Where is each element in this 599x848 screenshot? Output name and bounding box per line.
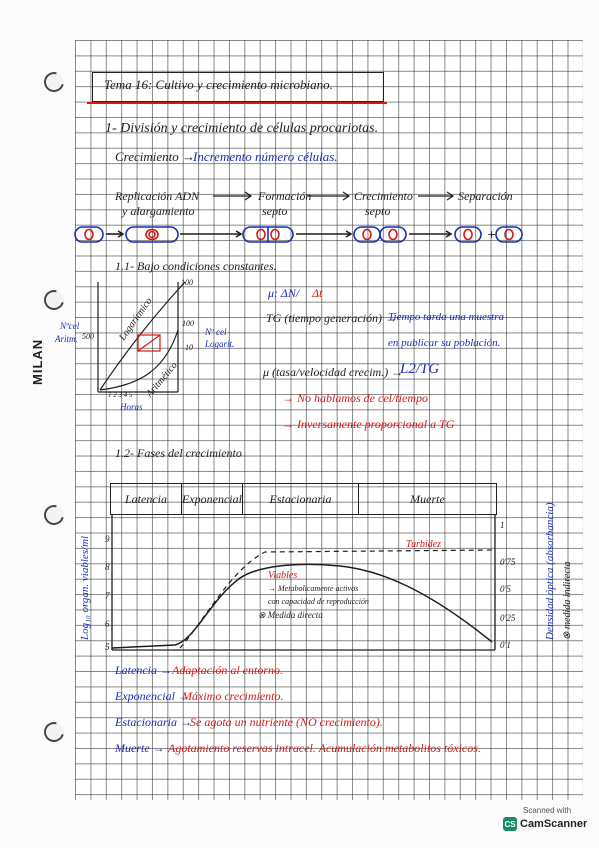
section-1-1-heading: 1.1- Bajo condiciones constantes. xyxy=(115,259,277,273)
phase-death: Muerte xyxy=(410,491,445,506)
delta-t: Δt xyxy=(312,286,323,300)
cell-sequence xyxy=(75,227,522,242)
phase-latency: Latencia xyxy=(111,484,182,514)
g2-tick-6: 6 xyxy=(105,619,110,629)
g2-ylabel-right: Densidad óptica (absorbancia) xyxy=(544,502,556,640)
graph1 xyxy=(98,282,185,392)
growth-definition: Incremento número células. xyxy=(193,149,338,164)
growth-term: Crecimiento → xyxy=(115,149,196,164)
camscanner-watermark xyxy=(503,806,591,840)
section-1-2-heading: 1.2- Fases del crecimiento xyxy=(115,446,242,460)
scanner-caption: Scanned with xyxy=(522,806,572,815)
viable-label: Viables xyxy=(268,570,298,581)
g1-tick-right-100: 100 xyxy=(182,319,194,328)
summary-stat-term: Estacionaria → xyxy=(115,715,192,729)
mu-term: μ (tasa/velocidad crecim.) → xyxy=(263,365,404,379)
tg-term: TG (tiempo generación) → xyxy=(266,311,397,325)
g2-ylabel-left: Log₁₀ organ. viables/ml xyxy=(79,535,91,640)
g2-rtick-025: 0'25 xyxy=(500,613,516,623)
summary-exp-term: Exponencial → xyxy=(115,689,190,703)
mu-note-1: → No hablamos de cel/tiempo xyxy=(282,391,428,405)
g2-rtick-035: 0'75 xyxy=(500,557,516,567)
step-elongation: y alargamiento xyxy=(122,204,195,218)
notebook-brand: MILAN xyxy=(30,338,45,385)
g1-tick-x: 1 2 3 4 5 xyxy=(108,391,133,399)
g2-tick-9: 9 xyxy=(105,534,110,544)
summary-stat-desc: Se agota un nutriente (NO crecimiento). xyxy=(190,715,383,729)
g1-tick-right-10: 10 xyxy=(185,343,193,352)
summary-latency-desc: Adaptación al entorno. xyxy=(172,663,283,677)
step-separation: Separación xyxy=(458,189,513,203)
tg-definition-2: en publicar su población. xyxy=(388,337,501,349)
step-septum-label-2: septo xyxy=(365,204,391,218)
g2-rtick-01: 0'1 xyxy=(500,640,511,650)
viable-note-3: ⊗ Medida directa xyxy=(258,610,323,620)
phase-stationary: Estacionaria xyxy=(243,484,359,514)
step-replication: Replicación ADN xyxy=(115,189,200,203)
g1-tick-left-500: 500 xyxy=(82,332,94,341)
phase-exponential: Exponencial xyxy=(182,484,243,514)
step-septum-label: septo xyxy=(262,204,288,218)
g2-ylabel-note: ⊗ medida indirecta xyxy=(562,561,573,640)
scanner-name: CamScanner xyxy=(520,818,588,830)
curve-label-log: Logarítmico xyxy=(117,295,155,343)
step-septum-formation: Formación xyxy=(258,189,312,203)
camscanner-logo-icon: CS xyxy=(503,817,517,831)
graph2 xyxy=(112,515,495,650)
turbidity-label: Turbidez xyxy=(406,539,442,550)
ylabel-left-1: Nºcel xyxy=(60,321,80,331)
curve-label-arith: Aritmético xyxy=(144,360,180,400)
viable-note-1: → Metabolicamente activos xyxy=(268,584,359,593)
ylabel-left-2: Aritm. xyxy=(55,334,78,344)
summary-death-term: Muerte → xyxy=(115,741,165,755)
step-septum-growth: Crecimiento xyxy=(354,189,413,203)
summary-latency-term: Latencia → xyxy=(115,663,172,677)
summary-death-desc: Agotamiento reservas intracel. Acumulación metabolitos tóxicos. xyxy=(168,741,481,755)
mu-note-2: → Inversamente proporcional a TG xyxy=(282,417,455,431)
ylabel-right-1: Nº cel xyxy=(205,327,227,337)
section-1-heading: 1- División y crecimiento de células procariotas. xyxy=(105,121,379,136)
plus-sign: + xyxy=(487,228,497,241)
g1-tick-right-100-top: 100 xyxy=(181,278,193,287)
g2-tick-5: 5 xyxy=(105,642,110,652)
g2-tick-8: 8 xyxy=(105,562,110,572)
viable-note-2: con capacidad de reproducción xyxy=(268,597,369,606)
mu-value: L2/TG xyxy=(400,361,440,377)
mu-formula: μ: ΔN/ xyxy=(268,286,300,300)
page-title: Tema 16: Cultivo y crecimiento microbiano. xyxy=(104,77,333,92)
division-arrows xyxy=(213,189,453,203)
xlabel-hours: Horas xyxy=(120,402,143,412)
g2-tick-7: 7 xyxy=(105,591,110,601)
g2-rtick-05: 0'5 xyxy=(500,584,511,594)
ylabel-right-2: Logarit. xyxy=(205,339,235,349)
summary-exp-desc: Máximo crecimiento. xyxy=(182,689,284,703)
tg-definition-1: Tiempo tarda una muestra xyxy=(388,311,505,323)
g2-rtick-1: 1 xyxy=(500,520,505,530)
